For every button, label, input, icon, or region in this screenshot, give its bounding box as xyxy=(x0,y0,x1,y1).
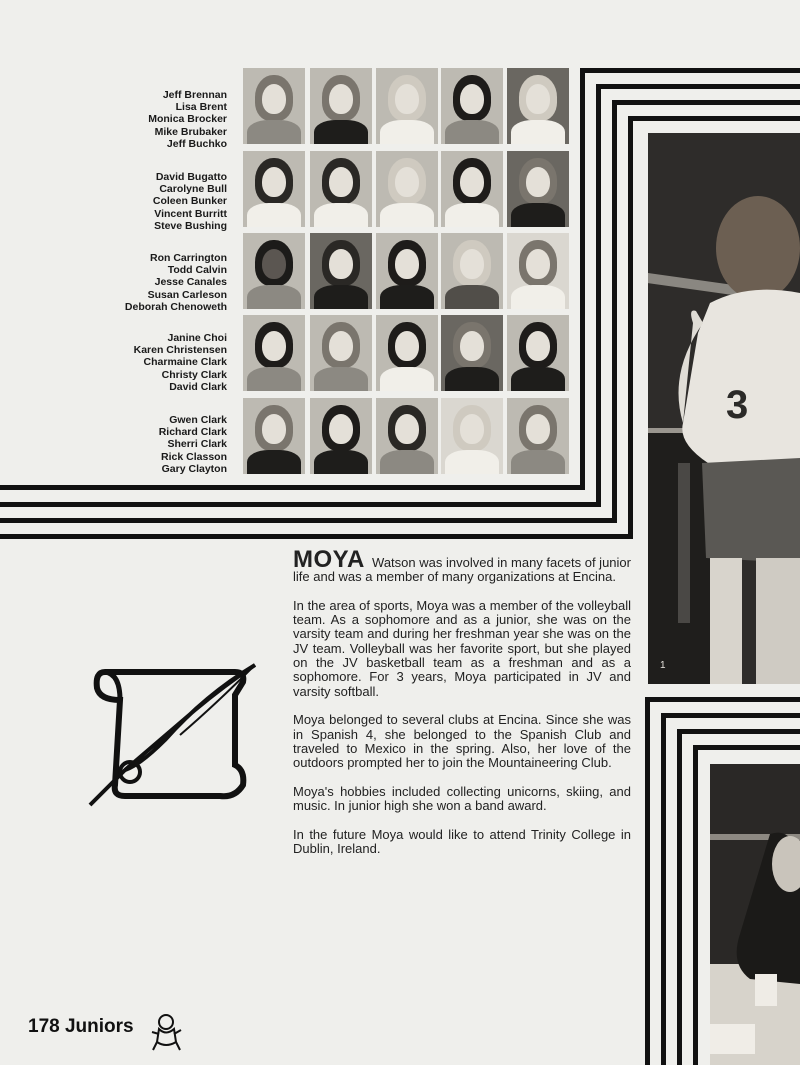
student-name: Monica Brocker xyxy=(148,113,227,126)
student-name: Lisa Brent xyxy=(175,101,227,114)
portrait-photo xyxy=(310,68,372,144)
student-name: Todd Calvin xyxy=(167,264,227,277)
portrait-photo xyxy=(243,233,305,309)
portrait-photo xyxy=(243,398,305,474)
student-name: Mike Brubaker xyxy=(154,125,227,138)
feature-paragraph: In the area of sports, Moya was a member of the volleyball team. As a sophomore and as a junior, she was on the varsity team and during her freshman year she was on the JV team. Volleyball was her favorite sport, but she played on the JV basketball team as a freshman and as a sophomore. For 3 years, Moya participated in JV and varsity softball. xyxy=(293,597,631,699)
feature-article xyxy=(293,546,631,871)
student-name: Gwen Clark xyxy=(169,414,227,426)
student-name: Janine Choi xyxy=(167,332,227,344)
feature-lead-word: MOYA xyxy=(293,546,365,573)
feature-paragraph: Moya's hobbies included collecting unicorns, skiing, and music. In junior high she won a band award. xyxy=(293,783,631,814)
portrait-photo xyxy=(441,398,503,474)
portrait-photo xyxy=(243,315,305,391)
portrait-photo xyxy=(310,151,372,227)
portrait-photo xyxy=(441,315,503,391)
student-name: Susan Carleson xyxy=(147,288,227,301)
student-name: Sherri Clark xyxy=(167,438,227,451)
student-name: Jeff Buchko xyxy=(166,137,227,150)
portrait-photo xyxy=(441,233,503,309)
student-name: Christy Clark xyxy=(161,368,227,381)
portrait-photo xyxy=(310,315,372,391)
student-name: Jeff Brennan xyxy=(162,89,227,101)
photo-corner-mark: 1 xyxy=(660,660,666,671)
portrait-photo xyxy=(507,398,569,474)
portrait-photo xyxy=(243,151,305,227)
name-list-row-4 xyxy=(40,332,227,393)
volleyball-photo xyxy=(648,133,800,684)
portrait-photo xyxy=(507,151,569,227)
scroll-quill-illustration xyxy=(85,660,260,810)
portrait-photo xyxy=(441,68,503,144)
student-name: David Clark xyxy=(169,380,227,393)
student-name: Jesse Canales xyxy=(154,276,227,289)
lunch-photo-scene xyxy=(710,764,800,1065)
page-footer xyxy=(28,1016,134,1038)
portrait-photo xyxy=(441,151,503,227)
student-name: Coleen Bunker xyxy=(152,195,227,208)
volleyball-photo-scene xyxy=(648,133,800,684)
portrait-photo xyxy=(376,315,438,391)
mascot-icon xyxy=(150,1012,184,1052)
name-list-row-2 xyxy=(40,171,227,232)
portrait-photo xyxy=(376,398,438,474)
portrait-photo xyxy=(507,68,569,144)
jersey-number: 3 xyxy=(726,383,749,427)
student-name: Gary Clayton xyxy=(161,462,227,475)
student-name: Charmaine Clark xyxy=(143,356,227,369)
portrait-photo xyxy=(310,398,372,474)
portrait-photo xyxy=(376,233,438,309)
portrait-photo xyxy=(376,68,438,144)
lunch-photo xyxy=(710,764,800,1065)
portrait-photo xyxy=(243,68,305,144)
feature-lead-paragraph xyxy=(293,546,631,585)
feature-lead-text: Watson was involved in many facets of junior life and was a member of many organizations at Encina. xyxy=(293,555,631,585)
portrait-photo xyxy=(376,151,438,227)
name-list-row-1 xyxy=(40,89,227,150)
student-name: Rick Classon xyxy=(161,450,227,463)
student-name: Karen Christensen xyxy=(133,344,227,357)
student-name: Carolyne Bull xyxy=(159,183,227,196)
student-name: Richard Clark xyxy=(158,426,227,439)
section-name: Juniors xyxy=(64,1016,134,1037)
name-list-row-3 xyxy=(40,252,227,313)
student-name: Steve Bushing xyxy=(154,219,227,232)
portrait-photo xyxy=(310,233,372,309)
portrait-grid xyxy=(243,68,569,474)
student-name: Ron Carrington xyxy=(150,252,227,264)
student-name: David Bugatto xyxy=(155,171,227,183)
student-name: Deborah Chenoweth xyxy=(124,300,227,313)
portrait-photo xyxy=(507,315,569,391)
portrait-photo xyxy=(507,233,569,309)
feature-paragraph: Moya belonged to several clubs at Encina. Since she was in Spanish 4, she belonged to the Spanish Club and traveled to Mexico in the spring. Also, her love of the outdoors prompted her to join the Mountaineering Club. xyxy=(293,712,631,771)
feature-paragraph: In the future Moya would like to attend Trinity College in Dublin, Ireland. xyxy=(293,826,631,856)
name-list-row-5 xyxy=(40,414,227,475)
student-name: Vincent Burritt xyxy=(154,207,227,220)
page-number: 178 xyxy=(28,1016,60,1037)
